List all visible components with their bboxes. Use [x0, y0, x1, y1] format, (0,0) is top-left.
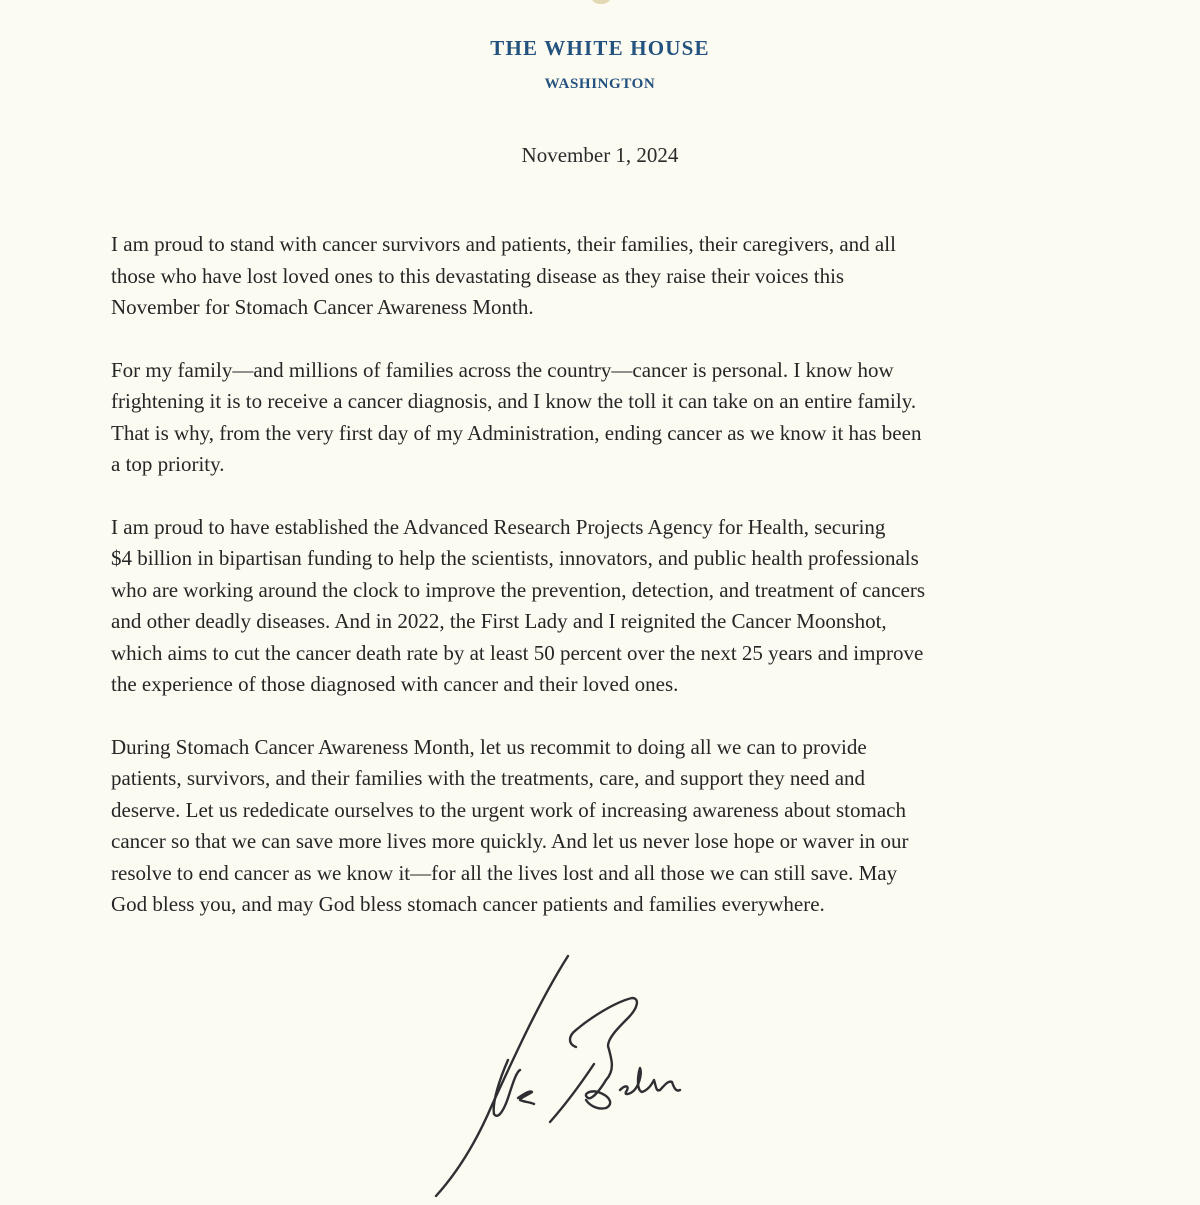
paragraph-3 — [111, 512, 1096, 701]
text-line: I am proud to have established the Advanced Research Projects Agency for Health, securing — [111, 514, 886, 539]
letterhead-subtitle: WASHINGTON — [544, 76, 656, 92]
text-line: That is why, from the very first day of my Administration, ending cancer as we know it has been — [111, 420, 922, 445]
text-line: cancer so that we can save more lives more quickly. And let us never lose hope or waver in our — [111, 829, 909, 853]
text-line: and other deadly diseases. And in 2022, the First Lady and I reignited the Cancer Moonshot, — [111, 609, 887, 633]
text-line: During Stomach Cancer Awareness Month, let us recommit to doing all we can to provide — [111, 734, 867, 759]
paragraph-1 — [111, 229, 1096, 324]
letter-date: November 1, 2024 — [521, 143, 679, 167]
text-line: who are working around the clock to improve the prevention, detection, and treatment of cancers — [111, 577, 926, 602]
letter-body — [111, 229, 1096, 952]
text-line: the experience of those diagnosed with cancer and their loved ones. — [111, 672, 679, 696]
text-line: God bless you, and may God bless stomach cancer patients and families everywhere. — [111, 892, 825, 916]
text-line: resolve to end cancer as we know it—for all the lives lost and all those we can still save. May — [111, 860, 898, 885]
text-line: those who have lost loved ones to this devastating disease as they raise their voices this — [111, 263, 845, 288]
text-line: frightening it is to receive a cancer diagnosis, and I know the toll it can take on an entire family. — [111, 389, 917, 413]
text-line: For my family—and millions of families across the country—cancer is personal. I know how — [111, 357, 894, 382]
signature-icon — [420, 940, 740, 1200]
paragraph-4 — [111, 732, 1096, 921]
text-line: a top priority. — [111, 452, 225, 476]
text-line: I am proud to stand with cancer survivors and patients, their families, their caregivers, and all — [111, 232, 896, 256]
text-line: $4 billion in bipartisan funding to help the scientists, innovators, and public health professionals — [111, 546, 919, 570]
text-line: which aims to cut the cancer death rate by at least 50 percent over the next 25 years and improve — [111, 640, 924, 665]
text-line: deserve. Let us rededicate ourselves to the urgent work of increasing awareness about stomach — [111, 797, 906, 822]
presidential-seal-icon — [590, 0, 612, 4]
text-line: patients, survivors, and their families with the treatments, care, and support they need and — [111, 766, 866, 790]
text-line: November for Stomach Cancer Awareness Month. — [111, 295, 534, 319]
letterhead-title: THE WHITE HOUSE — [490, 36, 710, 60]
paragraph-2 — [111, 355, 1096, 481]
